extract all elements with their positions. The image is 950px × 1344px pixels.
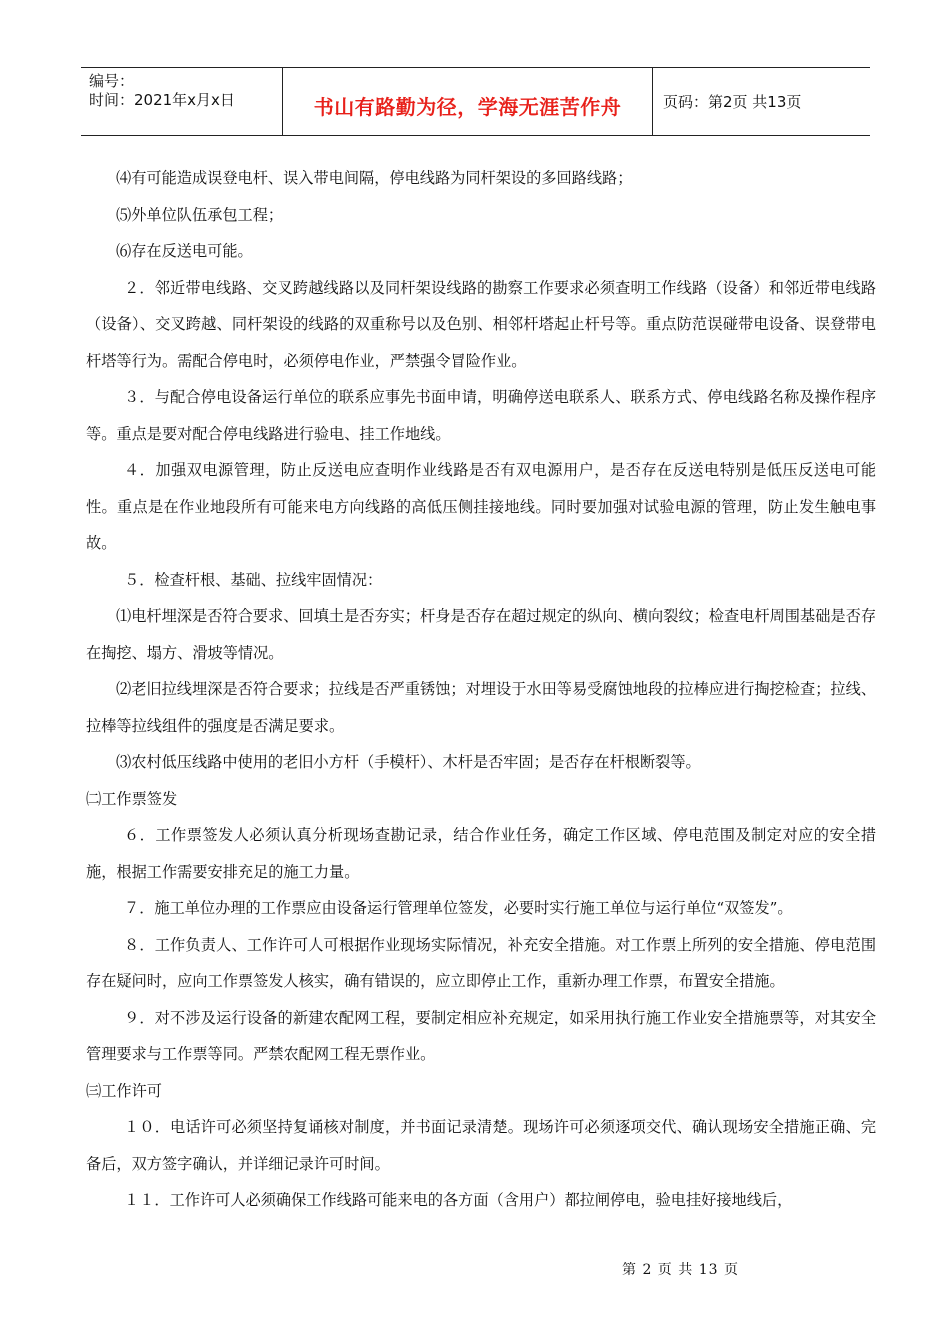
paragraph: ６．工作票签发人必须认真分析现场查勘记录，结合作业任务，确定工作区域、停电范围及制定对应的安全措施，根据工作需要安排充足的施工力量。 <box>86 826 876 881</box>
section-heading: ㈡工作票签发 <box>86 789 178 808</box>
header-table <box>81 67 870 136</box>
document-body <box>86 160 876 1219</box>
header-meta-cell <box>81 68 283 135</box>
header-motto: 书山有路勤为径，学海无涯苦作舟 <box>313 95 622 119</box>
document-time-label: 时间：2021年x月x日 <box>89 91 235 109</box>
header-motto-cell <box>283 68 653 135</box>
header-page-cell <box>653 68 870 135</box>
paragraph: １１．工作许可人必须确保工作线路可能来电的各方面（含用户）都拉闸停电，验电挂好接地线后， <box>124 1191 793 1209</box>
header-page-code: 页码：第2页 共13页 <box>663 93 802 111</box>
paragraph: ⑵老旧拉线埋深是否符合要求；拉线是否严重锈蚀；对埋设于水田等易受腐蚀地段的拉棒应进行掏挖检查；拉线、拉棒等拉线组件的强度是否满足要求。 <box>86 680 876 735</box>
paragraph: ⑷有可能造成误登电杆、误入带电间隔，停电线路为同杆架设的多回路线路； <box>116 169 633 187</box>
paragraph: ⑴电杆埋深是否符合要求、回填土是否夯实；杆身是否存在超过规定的纵向、横向裂纹；检查电杆周围基础是否存在掏挖、塌方、滑坡等情况。 <box>86 607 876 662</box>
paragraph: １０．电话许可必须坚持复诵核对制度，并书面记录清楚。现场许可必须逐项交代、确认现场安全措施正确、完备后，双方签字确认，并详细记录许可时间。 <box>86 1118 876 1173</box>
paragraph: ８．工作负责人、工作许可人可根据作业现场实际情况，补充安全措施。对工作票上所列的安全措施、停电范围存在疑问时，应向工作票签发人核实，确有错误的，应立即停止工作，重新办理工作票，布置安全措施。 <box>86 935 876 990</box>
paragraph: ２．邻近带电线路、交叉跨越线路以及同杆架设线路的勘察工作要求必须查明工作线路（设备）和邻近带电线路（设备）、交叉跨越、同杆架设的线路的双重称号以及色别、相邻杆塔起止杆号等。重点防范误碰带电设备、误登带电杆塔等行为。需配合停电时，必须停电作业，严禁强令冒险作业。 <box>86 278 876 370</box>
paragraph: ４．加强双电源管理，防止反送电应查明作业线路是否有双电源用户，是否存在反送电特别是低压反送电可能性。重点是在作业地段所有可能来电方向线路的高低压侧挂接地线。同时要加强对试验电源的管理，防止发生触电事故。 <box>86 461 876 552</box>
paragraph: ⑶农村低压线路中使用的老旧小方杆（手模杆）、木杆是否牢固；是否存在杆根断裂等。 <box>116 753 701 771</box>
paragraph: ９．对不涉及运行设备的新建农配网工程，要制定相应补充规定，如采用执行施工作业安全措施票等，对其安全管理要求与工作票等同。严禁农配网工程无票作业。 <box>86 1008 876 1063</box>
paragraph: ３．与配合停电设备运行单位的联系应事先书面申请，明确停送电联系人、联系方式、停电线路名称及操作程序等。重点是要对配合停电线路进行验电、挂工作地线。 <box>86 388 876 443</box>
paragraph: ⑸外单位队伍承包工程； <box>116 205 284 224</box>
paragraph: ５．检查杆根、基础、拉线牢固情况： <box>124 570 383 589</box>
paragraph: ７．施工单位办理的工作票应由设备运行管理单位签发，必要时实行施工单位与运行单位“双签发”。 <box>124 899 793 917</box>
section-heading: ㈢工作许可 <box>86 1081 162 1100</box>
page-footer: 第 2 页 共 13 页 <box>622 1262 739 1278</box>
document-number-label: 编号： <box>89 72 135 90</box>
paragraph: ⑹存在反送电可能。 <box>116 242 253 260</box>
